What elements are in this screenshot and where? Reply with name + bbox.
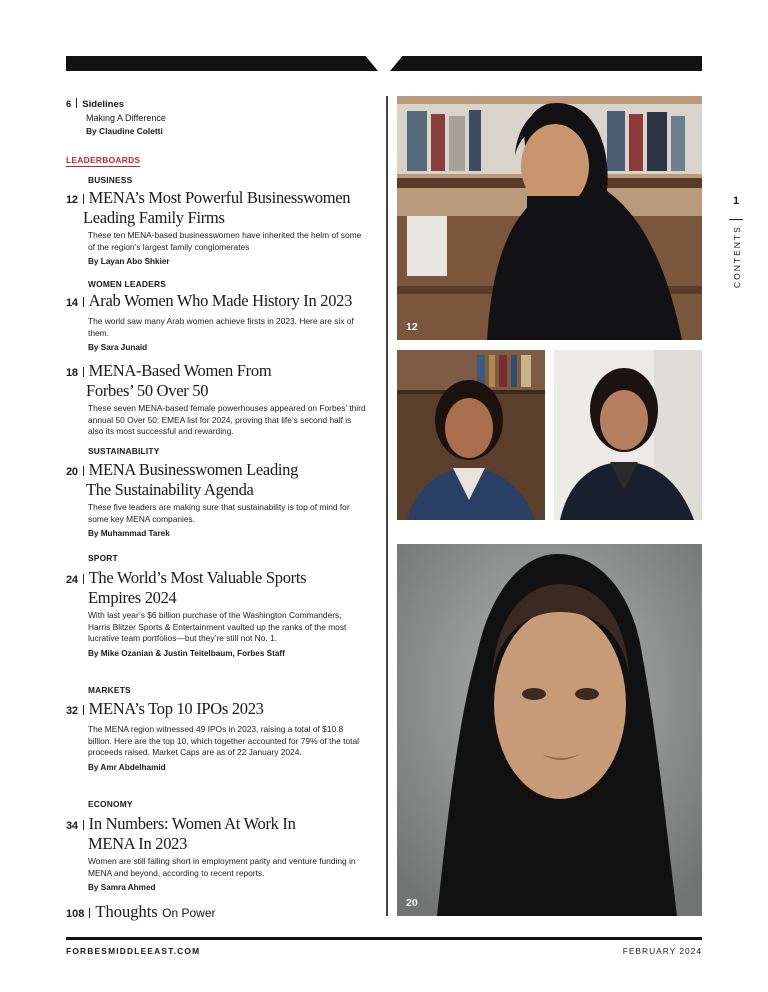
pipe-divider bbox=[83, 297, 84, 307]
pipe-divider bbox=[83, 466, 84, 476]
pipe-divider bbox=[76, 98, 77, 108]
entry-description: The world saw many Arab women achieve firsts in 2023. Here are six of them. bbox=[88, 316, 354, 338]
entry-page-number: 12 bbox=[66, 194, 78, 206]
entry-description: With last year’s $6 billion purchase of the Washington Commanders, Harris Blitzer Sports & Entertainment vaulted up the ranks of the most lucrative team portfolios—but they’re still not No. 1. bbox=[88, 610, 347, 643]
pipe-divider bbox=[83, 574, 84, 584]
photo-woman-dark-suit bbox=[554, 350, 702, 520]
entry-title-line2: MENA In 2023 bbox=[88, 834, 188, 853]
entry-byline: By Claudine Coletti bbox=[86, 126, 163, 136]
section-label: SPORT bbox=[88, 553, 118, 563]
entry-sidelines[interactable] bbox=[66, 98, 366, 136]
entry-page-number: 6 bbox=[66, 99, 72, 110]
entry-title-line1: MENA’s Most Powerful Businesswomen bbox=[88, 188, 351, 207]
column-divider bbox=[386, 96, 388, 916]
entry-34[interactable] bbox=[66, 815, 366, 892]
entry-description: These seven MENA-based female powerhouses appeared on Forbes’ third annual 50 Over 50: EMEA list for 2024, proving that life’s second half is also its most successful and rewarding. bbox=[88, 403, 366, 436]
entry-subtitle: On Power bbox=[162, 906, 216, 920]
pipe-divider bbox=[89, 908, 90, 918]
entry-title-line1: MENA’s Top 10 IPOs 2023 bbox=[88, 699, 264, 718]
entry-title-line2: Forbes’ 50 Over 50 bbox=[86, 381, 209, 400]
page-number: 1 bbox=[733, 195, 740, 207]
entry-page-number: 18 bbox=[66, 367, 78, 379]
entry-32[interactable] bbox=[66, 700, 366, 772]
pipe-divider bbox=[83, 194, 84, 204]
entry-subtitle: Making A Difference bbox=[86, 113, 166, 123]
entry-20[interactable] bbox=[66, 461, 366, 538]
entry-14[interactable] bbox=[66, 292, 366, 352]
entry-page-number: 34 bbox=[66, 820, 78, 832]
entry-title-line1: MENA-Based Women From bbox=[88, 361, 272, 380]
entry-title-line2: Empires 2024 bbox=[88, 588, 177, 607]
photo-woman-blue-blazer bbox=[397, 350, 545, 520]
entry-thoughts[interactable] bbox=[66, 902, 366, 922]
section-label: SUSTAINABILITY bbox=[88, 446, 160, 456]
entry-description: These ten MENA-based businesswomen have inherited the helm of some of the region’s largest family conglomerates bbox=[88, 230, 362, 252]
entry-page-number: 20 bbox=[66, 466, 78, 478]
entry-title-line1: In Numbers: Women At Work In bbox=[88, 814, 296, 833]
section-label: ECONOMY bbox=[88, 799, 133, 809]
entry-description: The MENA region witnessed 49 IPOs in 2023, raising a total of $10.8 billion. Here are the top 10, which together accounted for 79% of the total proceeds raised. Market Caps are as of 22 January 2024. bbox=[88, 724, 359, 757]
entry-18[interactable] bbox=[66, 362, 366, 438]
entry-description: These five leaders are making sure that sustainability is top of mind for some key MENA companies. bbox=[88, 502, 350, 524]
entry-byline: By Layan Abo Shkier bbox=[88, 257, 170, 266]
entry-page-number: 32 bbox=[66, 705, 78, 717]
entry-12[interactable] bbox=[66, 189, 366, 266]
leaderboards-label: LEADERBOARDS bbox=[66, 155, 141, 165]
entry-title-line2: Leading Family Firms bbox=[83, 208, 225, 227]
contents-label: CONTENTS bbox=[732, 225, 742, 288]
entry-byline: By Sara Junaid bbox=[88, 343, 148, 352]
entry-page-number: 14 bbox=[66, 297, 78, 309]
footer-site[interactable]: FORBESMIDDLEEAST.COM bbox=[66, 946, 201, 956]
header-bar-right bbox=[390, 56, 702, 71]
entry-byline: By Muhammad Tarek bbox=[88, 529, 170, 538]
contents-marker bbox=[727, 195, 747, 305]
photo-caption: 12 bbox=[406, 321, 418, 333]
entry-title-line1: The World’s Most Valuable Sports bbox=[88, 568, 307, 587]
pipe-divider bbox=[83, 367, 84, 377]
entry-byline: By Samra Ahmed bbox=[88, 883, 156, 892]
section-label: WOMEN LEADERS bbox=[88, 279, 166, 289]
entry-title-line1: Arab Women Who Made History In 2023 bbox=[88, 291, 353, 310]
entry-title-line1: MENA Businesswomen Leading bbox=[88, 460, 299, 479]
entry-byline: By Amr Abdelhamid bbox=[88, 762, 166, 772]
entry-page-number: 108 bbox=[66, 908, 85, 920]
entry-description: Women are still falling short in employment parity and venture funding in MENA and beyond, according to recent reports. bbox=[88, 856, 356, 878]
header-bar-left bbox=[66, 56, 378, 71]
section-label: MARKETS bbox=[88, 685, 131, 695]
marker-rule bbox=[729, 219, 743, 220]
entry-title-line2: The Sustainability Agenda bbox=[86, 480, 254, 499]
entry-24[interactable] bbox=[66, 569, 366, 658]
entry-byline: By Mike Ozanian & Justin Teitelbaum, Forbes Staff bbox=[88, 648, 285, 658]
entry-page-number: 24 bbox=[66, 574, 78, 586]
entry-title: Thoughts bbox=[95, 902, 158, 921]
photo-businesswoman-library bbox=[397, 96, 702, 340]
pipe-divider bbox=[83, 820, 84, 830]
photo-caption: 20 bbox=[406, 897, 418, 909]
photo-large-portrait bbox=[397, 544, 702, 916]
entry-title: Sidelines bbox=[82, 99, 125, 110]
footer-date: FEBRUARY 2024 bbox=[622, 946, 702, 956]
pipe-divider bbox=[83, 705, 84, 715]
section-label: BUSINESS bbox=[88, 175, 133, 185]
footer-rule bbox=[66, 937, 702, 940]
